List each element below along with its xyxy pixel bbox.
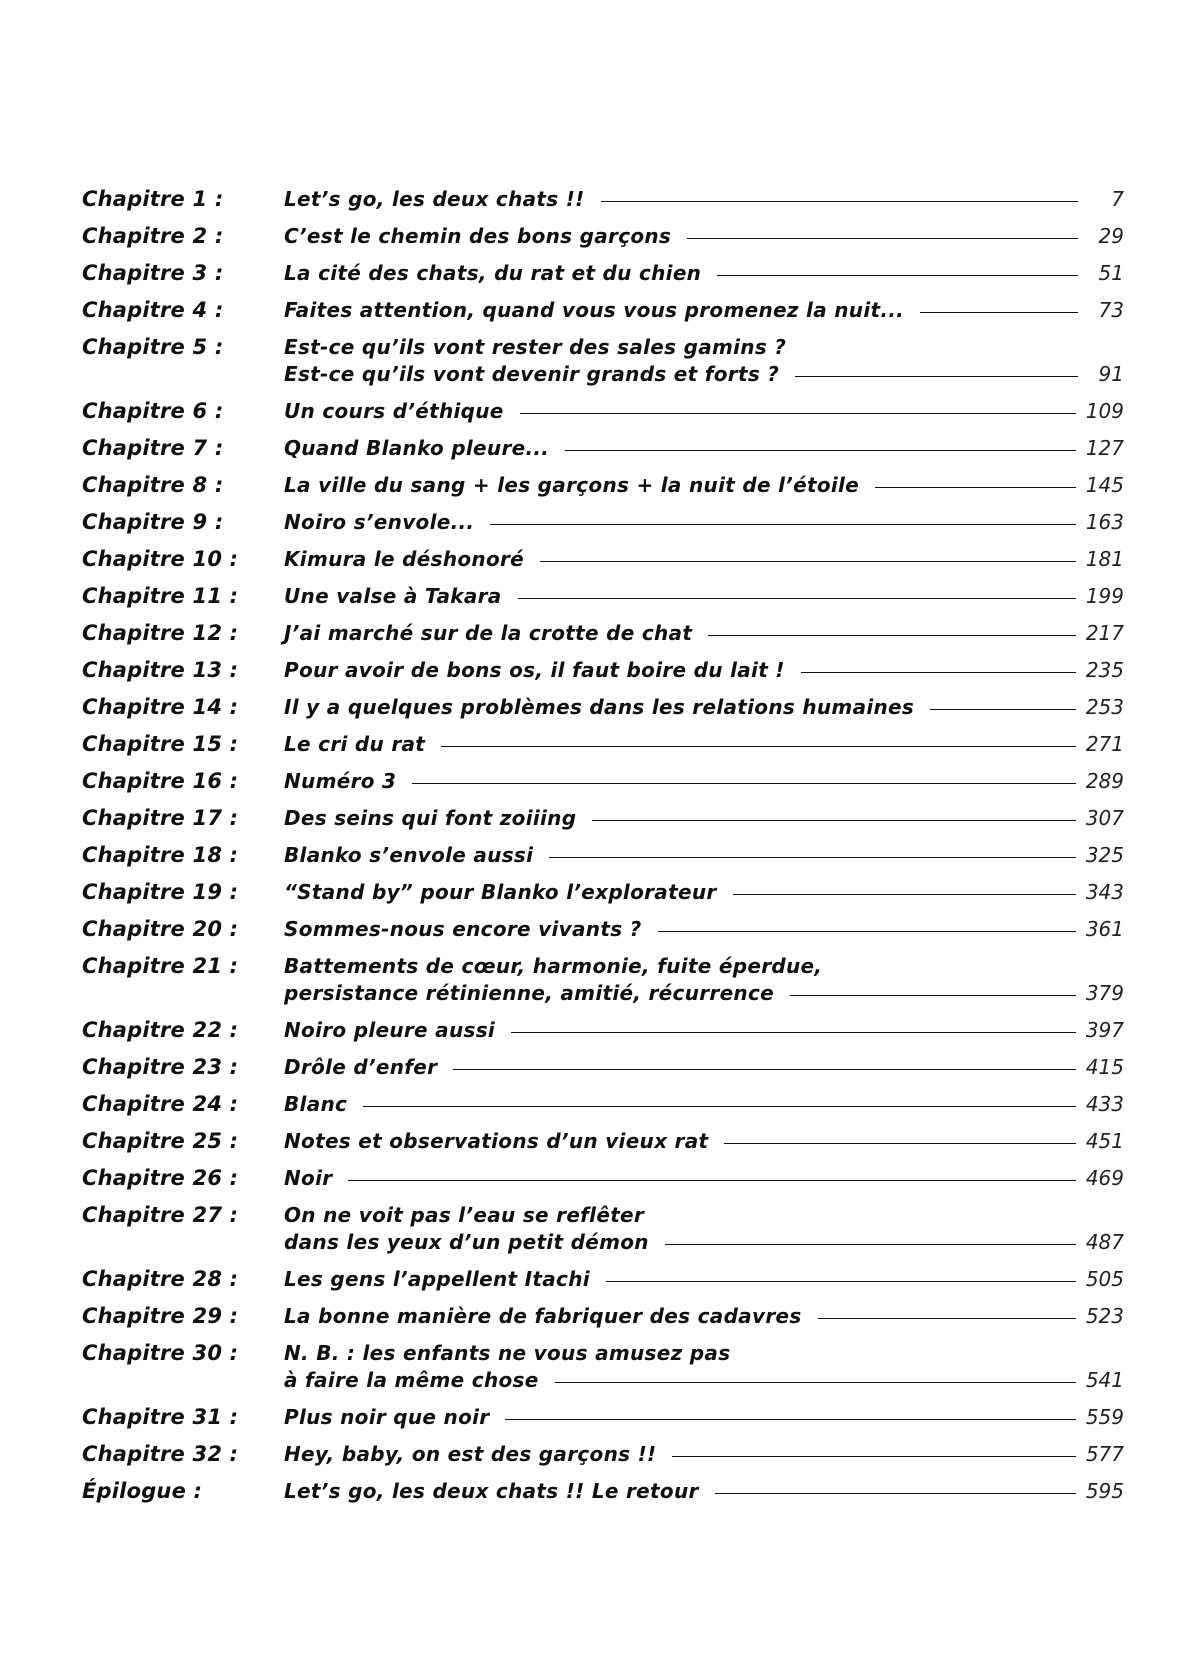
chapter-title-line xyxy=(284,1478,1124,1505)
chapter-label: Chapitre 6 : xyxy=(82,399,224,423)
page-number: 487 xyxy=(1085,1230,1124,1254)
chapter-title: Let’s go, les deux chats !! Le retour xyxy=(284,1479,699,1503)
chapter-title: C’est le chemin des bons garçons xyxy=(284,224,672,248)
page-number: 343 xyxy=(1085,880,1124,904)
page-number: 379 xyxy=(1085,981,1124,1005)
toc-entry xyxy=(82,1202,1124,1266)
toc-entry xyxy=(82,546,1124,583)
chapter-label: Chapitre 32 : xyxy=(82,1442,239,1466)
page-number: 253 xyxy=(1085,695,1124,719)
toc-entry xyxy=(82,620,1124,657)
leader-line xyxy=(540,561,1076,562)
chapter-title-block xyxy=(284,297,1124,324)
chapter-title-line xyxy=(284,1340,1124,1367)
chapter-title-block xyxy=(284,398,1124,425)
page-number: 145 xyxy=(1085,473,1124,497)
chapter-label: Chapitre 14 : xyxy=(82,695,239,719)
chapter-title-line xyxy=(284,297,1124,324)
page-number: 505 xyxy=(1085,1267,1124,1291)
chapter-title-block xyxy=(284,186,1124,213)
toc-entry xyxy=(82,1340,1124,1404)
leader-line xyxy=(665,1244,1076,1245)
leader-line xyxy=(441,746,1076,747)
toc-entry xyxy=(82,1266,1124,1303)
chapter-label: Chapitre 9 : xyxy=(82,510,224,534)
chapter-title-line xyxy=(284,879,1124,906)
chapter-title-block xyxy=(284,805,1124,832)
page-number: 73 xyxy=(1098,298,1124,322)
toc-entry xyxy=(82,398,1124,435)
page-number: 469 xyxy=(1085,1166,1124,1190)
chapter-title: Est-ce qu’ils vont devenir grands et forts ? xyxy=(284,362,780,386)
chapter-label: Chapitre 29 : xyxy=(82,1304,239,1328)
chapter-label: Chapitre 20 : xyxy=(82,917,239,941)
toc-entry xyxy=(82,583,1124,620)
toc-entry xyxy=(82,916,1124,953)
leader-line xyxy=(606,1281,1076,1282)
chapter-label: Chapitre 24 : xyxy=(82,1092,239,1116)
chapter-title-block xyxy=(284,842,1124,869)
chapter-title: Notes et observations d’un vieux rat xyxy=(284,1129,709,1153)
chapter-title: Kimura le déshonoré xyxy=(284,547,525,571)
page-number: 217 xyxy=(1085,621,1124,645)
chapter-title: Il y a quelques problèmes dans les relations humaines xyxy=(284,695,915,719)
leader-line xyxy=(930,709,1076,710)
chapter-title: Pour avoir de bons os, il faut boire du lait ! xyxy=(284,658,785,682)
chapter-label: Chapitre 17 : xyxy=(82,806,239,830)
toc-entry xyxy=(82,768,1124,805)
page-number: 271 xyxy=(1085,732,1124,756)
chapter-title-line xyxy=(284,1404,1124,1431)
chapter-title: Blanc xyxy=(284,1092,348,1116)
leader-line xyxy=(555,1382,1076,1383)
leader-line xyxy=(511,1032,1076,1033)
chapter-title-line xyxy=(284,361,1124,388)
chapter-title: Hey, baby, on est des garçons !! xyxy=(284,1442,657,1466)
toc-entry xyxy=(82,1017,1124,1054)
chapter-title-line xyxy=(284,953,1124,980)
toc-entry xyxy=(82,805,1124,842)
chapter-title-block xyxy=(284,1441,1124,1468)
page-number: 433 xyxy=(1085,1092,1124,1116)
chapter-title: Sommes-nous encore vivants ? xyxy=(284,917,642,941)
chapter-label: Chapitre 7 : xyxy=(82,436,224,460)
chapter-title-block xyxy=(284,731,1124,758)
chapter-title-block xyxy=(284,223,1124,250)
toc-entry xyxy=(82,334,1124,398)
chapter-title: Blanko s’envole aussi xyxy=(284,843,534,867)
chapter-label: Chapitre 4 : xyxy=(82,298,224,322)
table-of-contents xyxy=(82,186,1124,1515)
chapter-title-block xyxy=(284,1165,1124,1192)
chapter-title-block xyxy=(284,260,1124,287)
leader-line xyxy=(505,1419,1075,1420)
toc-entry xyxy=(82,260,1124,297)
chapter-title-block xyxy=(284,879,1124,906)
chapter-title-line xyxy=(284,509,1124,536)
chapter-title: Quand Blanko pleure... xyxy=(284,436,550,460)
chapter-title: Un cours d’éthique xyxy=(284,399,504,423)
chapter-title-line xyxy=(284,1229,1124,1256)
toc-entry xyxy=(82,1303,1124,1340)
chapter-title-block xyxy=(284,953,1124,1007)
chapter-label: Chapitre 2 : xyxy=(82,224,224,248)
leader-line xyxy=(790,995,1076,996)
page-number: 235 xyxy=(1085,658,1124,682)
chapter-title-block xyxy=(284,1478,1124,1505)
chapter-title-line xyxy=(284,620,1124,647)
toc-entry xyxy=(82,879,1124,916)
chapter-label: Chapitre 27 : xyxy=(82,1203,239,1227)
chapter-label: Chapitre 1 : xyxy=(82,187,224,211)
chapter-label: Chapitre 5 : xyxy=(82,335,224,359)
page-number: 397 xyxy=(1085,1018,1124,1042)
toc-entry xyxy=(82,1441,1124,1478)
chapter-title-block xyxy=(284,1017,1124,1044)
chapter-title: Noir xyxy=(284,1166,333,1190)
leader-line xyxy=(672,1456,1075,1457)
chapter-title-line xyxy=(284,980,1124,1007)
chapter-title-block xyxy=(284,334,1124,388)
toc-entry xyxy=(82,186,1124,223)
chapter-label: Chapitre 8 : xyxy=(82,473,224,497)
chapter-label: Chapitre 13 : xyxy=(82,658,239,682)
page-number: 109 xyxy=(1085,399,1124,423)
chapter-title: “Stand by” pour Blanko l’explorateur xyxy=(284,880,717,904)
toc-entry xyxy=(82,472,1124,509)
toc-entry xyxy=(82,731,1124,768)
page-number: 163 xyxy=(1085,510,1124,534)
page-number: 29 xyxy=(1098,224,1124,248)
page-number: 7 xyxy=(1111,187,1124,211)
leader-line xyxy=(658,931,1076,932)
chapter-title-line xyxy=(284,805,1124,832)
leader-line xyxy=(549,857,1076,858)
chapter-title-block xyxy=(284,546,1124,573)
toc-entry xyxy=(82,297,1124,334)
chapter-title: Faites attention, quand vous vous promenez la nuit... xyxy=(284,298,905,322)
chapter-title: Le cri du rat xyxy=(284,732,426,756)
page-number: 559 xyxy=(1085,1405,1124,1429)
page-number: 307 xyxy=(1085,806,1124,830)
chapter-title: La ville du sang + les garçons + la nuit de l’étoile xyxy=(284,473,860,497)
chapter-label: Chapitre 25 : xyxy=(82,1129,239,1153)
chapter-title-block xyxy=(284,657,1124,684)
chapter-title-block xyxy=(284,1303,1124,1330)
leader-line xyxy=(708,635,1076,636)
chapter-title-line xyxy=(284,260,1124,287)
chapter-title: Est-ce qu’ils vont rester des sales gamins ? xyxy=(284,335,787,359)
chapter-title-line xyxy=(284,1266,1124,1293)
chapter-title-line xyxy=(284,583,1124,610)
leader-line xyxy=(518,598,1076,599)
page-number: 181 xyxy=(1085,547,1124,571)
chapter-title-block xyxy=(284,1202,1124,1256)
chapter-label: Chapitre 16 : xyxy=(82,769,239,793)
chapter-title-line xyxy=(284,916,1124,943)
chapter-label: Chapitre 23 : xyxy=(82,1055,239,1079)
chapter-title: à faire la même chose xyxy=(284,1368,539,1392)
page-number: 523 xyxy=(1085,1304,1124,1328)
leader-line xyxy=(565,450,1076,451)
chapter-title: Une valse à Takara xyxy=(284,584,502,608)
chapter-title: Les gens l’appellent Itachi xyxy=(284,1267,590,1291)
chapter-title-line xyxy=(284,768,1124,795)
chapter-label: Chapitre 15 : xyxy=(82,732,239,756)
chapter-label: Chapitre 28 : xyxy=(82,1267,239,1291)
chapter-title-line xyxy=(284,223,1124,250)
chapter-title-line xyxy=(284,1128,1124,1155)
toc-entry xyxy=(82,1054,1124,1091)
chapter-label: Chapitre 31 : xyxy=(82,1405,239,1429)
chapter-title-block xyxy=(284,583,1124,610)
chapter-label: Chapitre 11 : xyxy=(82,584,239,608)
chapter-title: Noiro pleure aussi xyxy=(284,1018,496,1042)
chapter-title-line xyxy=(284,657,1124,684)
page-number: 325 xyxy=(1085,843,1124,867)
page-number: 91 xyxy=(1098,362,1124,386)
chapter-title-line xyxy=(284,546,1124,573)
chapter-title-line xyxy=(284,1367,1124,1394)
chapter-title: Drôle d’enfer xyxy=(284,1055,438,1079)
chapter-title-line xyxy=(284,186,1124,213)
chapter-label: Chapitre 26 : xyxy=(82,1166,239,1190)
leader-line xyxy=(795,376,1078,377)
chapter-title-line xyxy=(284,1017,1124,1044)
chapter-title: La cité des chats, du rat et du chien xyxy=(284,261,702,285)
toc-entry xyxy=(82,1128,1124,1165)
toc-entry xyxy=(82,694,1124,731)
chapter-title-line xyxy=(284,435,1124,462)
chapter-title: persistance rétinienne, amitié, récurrence xyxy=(284,981,774,1005)
toc-entry xyxy=(82,1091,1124,1128)
toc-entry xyxy=(82,435,1124,472)
chapter-title-line xyxy=(284,1441,1124,1468)
leader-line xyxy=(724,1143,1075,1144)
chapter-title-block xyxy=(284,694,1124,721)
chapter-title: Des seins qui font zoiiing xyxy=(284,806,577,830)
chapter-title-block xyxy=(284,1091,1124,1118)
chapter-title: Let’s go, les deux chats !! xyxy=(284,187,585,211)
chapter-title-line xyxy=(284,1165,1124,1192)
chapter-title-line xyxy=(284,1303,1124,1330)
leader-line xyxy=(453,1069,1075,1070)
toc-entry xyxy=(82,1404,1124,1441)
leader-line xyxy=(715,1493,1076,1494)
chapter-label: Chapitre 3 : xyxy=(82,261,224,285)
chapter-title: La bonne manière de fabriquer des cadavres xyxy=(284,1304,802,1328)
chapter-label: Chapitre 10 : xyxy=(82,547,239,571)
leader-line xyxy=(490,524,1076,525)
chapter-title-line xyxy=(284,1091,1124,1118)
chapter-title-block xyxy=(284,1404,1124,1431)
page-number: 577 xyxy=(1085,1442,1124,1466)
leader-line xyxy=(601,201,1078,202)
page-number: 595 xyxy=(1085,1479,1124,1503)
leader-line xyxy=(687,238,1078,239)
chapter-title-block xyxy=(284,509,1124,536)
chapter-label: Chapitre 22 : xyxy=(82,1018,239,1042)
toc-entry xyxy=(82,509,1124,546)
leader-line xyxy=(875,487,1076,488)
leader-line xyxy=(412,783,1076,784)
page-number: 199 xyxy=(1085,584,1124,608)
leader-line xyxy=(348,1180,1075,1181)
leader-line xyxy=(520,413,1076,414)
chapter-title: Plus noir que noir xyxy=(284,1405,490,1429)
chapter-title: N. B. : les enfants ne vous amusez pas xyxy=(284,1341,731,1365)
chapter-title-line xyxy=(284,334,1124,361)
chapter-title-block xyxy=(284,1128,1124,1155)
leader-line xyxy=(801,672,1076,673)
chapter-title-block xyxy=(284,620,1124,647)
page-number: 541 xyxy=(1085,1368,1124,1392)
chapter-title-line xyxy=(284,731,1124,758)
chapter-title-block xyxy=(284,472,1124,499)
chapter-title-line xyxy=(284,694,1124,721)
chapter-title-block xyxy=(284,435,1124,462)
chapter-label: Chapitre 21 : xyxy=(82,954,239,978)
chapter-title-block xyxy=(284,1054,1124,1081)
page-number: 361 xyxy=(1085,917,1124,941)
page-number: 289 xyxy=(1085,769,1124,793)
chapter-title: On ne voit pas l’eau se reflêter xyxy=(284,1203,645,1227)
chapter-label: Chapitre 18 : xyxy=(82,843,239,867)
chapter-label: Chapitre 30 : xyxy=(82,1341,239,1365)
page-number: 415 xyxy=(1085,1055,1124,1079)
chapter-title: dans les yeux d’un petit démon xyxy=(284,1230,649,1254)
leader-line xyxy=(733,894,1076,895)
chapter-title-line xyxy=(284,1202,1124,1229)
leader-line xyxy=(592,820,1075,821)
chapter-title-line xyxy=(284,842,1124,869)
leader-line xyxy=(920,312,1078,313)
toc-entry xyxy=(82,1165,1124,1202)
chapter-title-line xyxy=(284,398,1124,425)
page-number: 51 xyxy=(1098,261,1124,285)
chapter-title-block xyxy=(284,916,1124,943)
chapter-title: Numéro 3 xyxy=(284,769,397,793)
chapter-label: Chapitre 19 : xyxy=(82,880,239,904)
page-number: 127 xyxy=(1085,436,1124,460)
chapter-title-block xyxy=(284,1340,1124,1394)
leader-line xyxy=(717,275,1078,276)
toc-entry xyxy=(82,953,1124,1017)
chapter-title-block xyxy=(284,768,1124,795)
leader-line xyxy=(818,1318,1076,1319)
chapter-title-line xyxy=(284,1054,1124,1081)
chapter-title-block xyxy=(284,1266,1124,1293)
toc-entry xyxy=(82,223,1124,260)
toc-entry xyxy=(82,842,1124,879)
chapter-label: Épilogue : xyxy=(82,1479,203,1503)
chapter-title-line xyxy=(284,472,1124,499)
chapter-title: J’ai marché sur de la crotte de chat xyxy=(284,621,693,645)
toc-entry xyxy=(82,1478,1124,1515)
page-number: 451 xyxy=(1085,1129,1124,1153)
chapter-label: Chapitre 12 : xyxy=(82,621,239,645)
leader-line xyxy=(363,1106,1076,1107)
chapter-title: Battements de cœur, harmonie, fuite éperdue, xyxy=(284,954,823,978)
toc-entry xyxy=(82,657,1124,694)
chapter-title: Noiro s’envole... xyxy=(284,510,475,534)
